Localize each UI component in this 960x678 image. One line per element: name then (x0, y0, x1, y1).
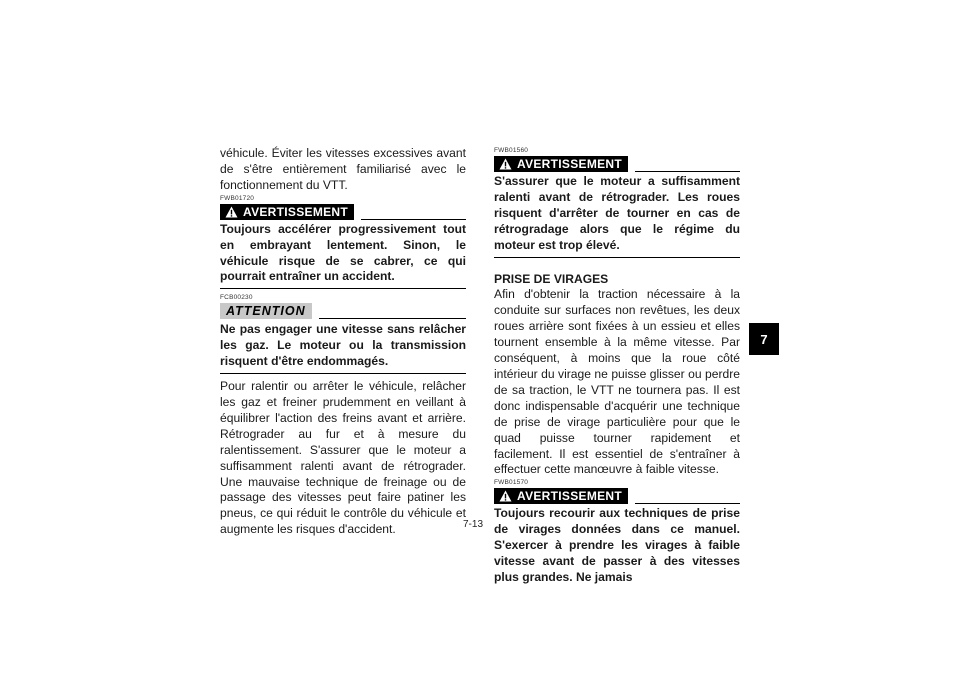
warning-header (494, 488, 740, 504)
warning-code: FWB01570 (494, 479, 529, 487)
caution-text: Ne pas engager une vitesse sans relâcher les gaz. Le moteur ou la transmission risquent d'être endommagés. (220, 322, 466, 374)
warning-code: FWB01560 (494, 147, 529, 154)
warning-badge (494, 488, 628, 504)
warning-triangle-icon (499, 490, 512, 502)
warning-label: AVERTISSEMENT (243, 204, 349, 219)
header-rule (635, 503, 740, 504)
caution-code: FCB00230 (220, 294, 253, 302)
header-rule (361, 219, 466, 220)
warning-block-2 (494, 147, 740, 258)
warning-block-3 (494, 479, 740, 586)
warning-text: Toujours recourir aux techniques de prise de virages données dans ce manuel. S'exercer à prendre les virages à faible vitesse avant de passer à des vitesses plus grandes. Ne jamais (494, 506, 740, 584)
warning-header (494, 156, 740, 172)
warning-block-1 (220, 195, 466, 290)
turning-paragraph: Afin d'obtenir la traction nécessaire à la conduite sur surfaces non revêtues, les deux roues arrière sont fixées à un essieu et elles tournent ensemble à la même vitesse. Par conséquent, à moins que la roue côté intérieur du virage ne puisse glisser ou perdre de sa traction, le VTT ne tournera pas. Il est donc indispensable d'acquérir une technique de prise de virage particulière pour que le quad puisse tourner rapidement et facilement. Il est essentiel de s'entraîner à effectuer cette manœuvre à faible vitesse. (494, 287, 740, 477)
warning-label: AVERTISSEMENT (517, 157, 623, 171)
section-heading: PRISE DE VIRAGES (494, 271, 609, 286)
warning-triangle-icon (499, 158, 512, 170)
braking-paragraph: Pour ralentir ou arrêter le véhicule, relâcher les gaz et freiner prudemment en veillant à équilibrer l'action des freins avant et arrière. Rétrograder au fur et à mesure du ralentissement. S'assurer que le moteur a suffisamment ralenti avant de rétrograder. Une mauvaise technique de freinage ou de passage des vitesses peut faire patiner les pneus, ce qui réduit le contrôle du véhicule et augmente les risques d'accident. (220, 379, 466, 537)
warning-badge (494, 156, 628, 172)
left-column (220, 146, 466, 538)
chapter-tab: 7 (749, 323, 779, 355)
warning-text: S'assurer que le moteur a suffisamment ralenti avant de rétrograder. Les roues risquent d'arrêter de tourner en cas de rétrogradage alors que le régime du moteur est trop élevé. (494, 174, 740, 258)
warning-text: Toujours accélérer progressivement tout en embrayant lentement. Sinon, le véhicule risque de se cabrer, ce qui pourrait entraîner un accident. (220, 222, 466, 290)
header-rule (319, 318, 466, 319)
header-rule (635, 171, 740, 172)
caution-badge: ATTENTION (220, 303, 312, 319)
warning-code: FWB01720 (220, 194, 255, 202)
warning-label: AVERTISSEMENT (517, 489, 623, 504)
page-number: 7-13 (463, 519, 484, 530)
warning-header (220, 204, 466, 220)
intro-paragraph: véhicule. Éviter les vitesses excessives avant de s'être entièrement familiarisé avec le fonctionnement du VTT. (220, 146, 466, 192)
caution-header (220, 303, 466, 319)
warning-triangle-icon (225, 206, 238, 218)
warning-badge (220, 204, 354, 220)
right-column (494, 146, 740, 586)
caution-block (220, 294, 466, 374)
